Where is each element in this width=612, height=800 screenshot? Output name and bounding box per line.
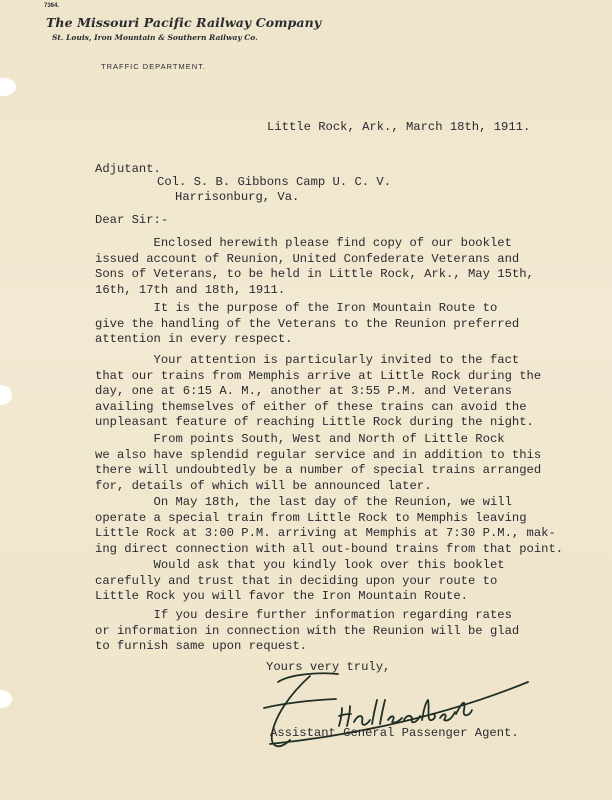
signer-title: Assistant General Passenger Agent. [270,726,519,740]
salutation: Dear Sir:- [95,213,169,227]
department-name: TRAFFIC DEPARTMENT. [101,62,206,71]
recipient-title: Adjutant. [95,162,161,176]
body-paragraph: It is the purpose of the Iron Mountain Route to give the handling of the Veterans to the Reunion preferred attention in every respect. [95,301,520,347]
recipient-name: Col. S. B. Gibbons Camp U. C. V. [157,175,392,189]
body-paragraph: Your attention is particularly invited to the fact that our trains from Memphis arrive at Little Rock during the day, one at 6:15 A. M., another at 3:55 P.M. and Veterans availing themselves of either of these trains can avoid the unpleasant feature of reaching Little Rock during the night. [95,353,542,430]
body-paragraph: On May 18th, the last day of the Reunion, we will operate a special train from Little Rock to Memphis leaving Little Rock at 3:00 P.M. arriving at Memphis at 7:30 P.M., mak- ing direct connection with all out-bound trains from that point. [95,495,564,556]
railroad-subtitle: St. Louis, Iron Mountain & Southern Railway Co. [52,33,258,42]
body-paragraph: Would ask that you kindly look over this booklet carefully and trust that in deciding upon your route to Little Rock you will favor the Iron Mountain Route. [95,558,505,604]
punch-hole [0,78,16,96]
body-paragraph: If you desire further information regarding rates or information in connection with the Reunion will be glad to furnish same upon request. [95,608,520,654]
recipient-address: Harrisonburg, Va. [175,190,300,204]
handwritten-signature [250,664,540,764]
punch-hole [0,690,12,708]
body-paragraph: From points South, West and North of Little Rock we also have splendid regular service and in addition to this there will undoubtedly be a number of special trains arranged for, details of which will be announced later. [95,432,542,493]
closing: Yours very truly, [266,660,391,674]
company-name: The Missouri Pacific Railway Company [46,15,322,30]
punch-hole [0,385,12,405]
form-number: 7364. [44,3,60,9]
body-paragraph: Enclosed herewith please find copy of our booklet issued account of Reunion, United Confederate Veterans and Sons of Veterans, to be held in Little Rock, Ark., May 15th, 16th, 17th and 18th, 1911. [95,236,534,297]
dateline: Little Rock, Ark., March 18th, 1911. [267,120,531,134]
